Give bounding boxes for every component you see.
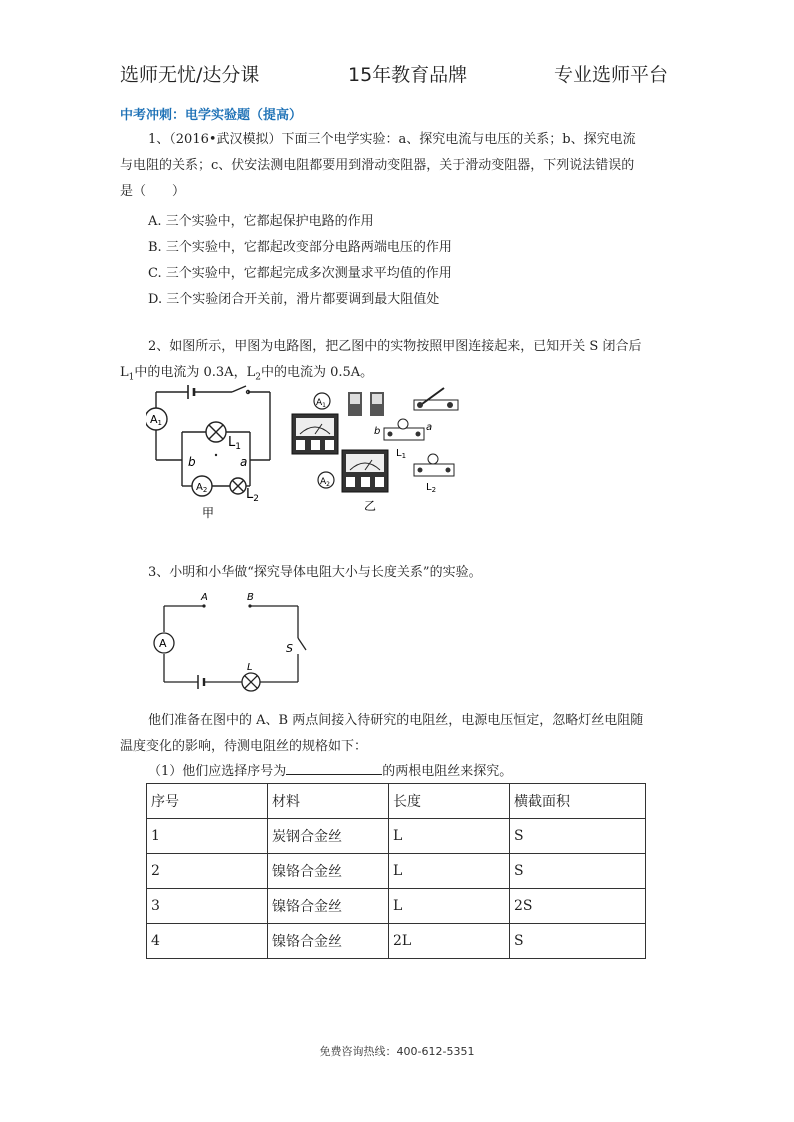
components-figure-yi <box>286 384 466 526</box>
table-row <box>147 854 646 889</box>
table-header-cell: 横截面积 <box>510 784 646 819</box>
figure-yi-label: 乙 <box>364 499 377 513</box>
table-row <box>147 924 646 959</box>
table-cell: 1 <box>147 819 268 854</box>
q2-line2: $L_1$中的电流为 0.3A，$L_2$中的电流为 0.5A。 <box>120 365 374 383</box>
table-row <box>147 889 646 924</box>
lamp-l1-icon <box>206 422 226 442</box>
table-cell: 4 <box>147 924 268 959</box>
table-cell: S <box>510 924 646 959</box>
battery-icon <box>348 392 384 416</box>
footer-hotline: 免费咨询热线：400-612-5351 <box>319 1045 475 1058</box>
q3-para-line1: 他们准备在图中的 A、B 两点间接入待研究的电阻丝，电源电压恒定，忽略灯丝电阻随 <box>148 713 644 728</box>
table-cell: 镍铬合金丝 <box>268 854 389 889</box>
svg-text:A2: $A_2$ <box>320 477 330 488</box>
lamp-l2-device-icon <box>414 454 454 476</box>
answer-blank[interactable] <box>286 761 382 775</box>
ammeter-a1-device-icon <box>292 393 338 454</box>
svg-text:L2: $L_2$ <box>246 487 259 504</box>
lamp-icon <box>242 673 260 691</box>
table-cell: 2L <box>389 924 510 959</box>
table-cell: 2S <box>510 889 646 924</box>
lamp-l1-device-icon <box>384 419 424 440</box>
ammeter-a2-device-icon <box>318 450 388 492</box>
header-left: 选师无忧/达分课 <box>120 64 260 86</box>
table-cell: L <box>389 854 510 889</box>
node-a-label: a <box>240 455 248 469</box>
q3-para-line2: 温度变化的影响，待测电阻丝的规格如下： <box>120 739 368 754</box>
table-header-cell: 长度 <box>389 784 510 819</box>
svg-text:A1: $A_1$ <box>316 398 326 409</box>
q1-option-a: A. 三个实验中，它都起保护电路的作用 <box>148 214 374 229</box>
point-b-label: B <box>247 592 254 603</box>
switch-device-icon <box>414 388 458 410</box>
table-cell: L <box>389 889 510 924</box>
ammeter-a1-icon <box>146 408 167 430</box>
q3-line1: 3、小明和小华做“探究导体电阻大小与长度关系”的实验。 <box>148 565 482 580</box>
svg-text:A2: $A_2$ <box>196 482 208 494</box>
lamp-l-label: L <box>247 662 253 673</box>
q1-option-b: B. 三个实验中，它都起改变部分电路两端电压的作用 <box>148 240 452 255</box>
svg-text:L1: $L_1$ <box>228 435 241 452</box>
svg-text:b: b <box>374 426 381 437</box>
q2-line1: 2、如图所示，甲图为电路图，把乙图中的实物按照甲图连接起来，已知开关 S 闭合后 <box>148 339 642 354</box>
table-cell: 镍铬合金丝 <box>268 924 389 959</box>
ammeter-icon <box>154 633 174 653</box>
table-cell: S <box>510 819 646 854</box>
circuit-diagram-jia <box>146 384 276 524</box>
circuit-diagram-q3 <box>146 590 316 700</box>
switch-s-label: S <box>286 642 293 655</box>
svg-text:a: a <box>426 422 433 433</box>
lamp-l2-icon <box>230 478 246 494</box>
table-cell: 2 <box>147 854 268 889</box>
q1-line3: 是（ ） <box>120 184 186 199</box>
svg-text:L2: $L_2$ <box>426 482 437 494</box>
table-cell: 3 <box>147 889 268 924</box>
table-cell: 镍铬合金丝 <box>268 889 389 924</box>
header-center: 15年教育品牌 <box>348 64 468 86</box>
q3-sub-question-1: （1）他们应选择序号为 的两根电阻丝来探究。 <box>148 759 512 785</box>
section-title: 中考冲刺：电学实验题（提高） <box>120 108 303 123</box>
table-header-cell: 材料 <box>268 784 389 819</box>
table-row <box>147 819 646 854</box>
table-header-row <box>147 784 646 819</box>
q1-line2: 与电阻的关系；c、伏安法测电阻都要用到滑动变阻器，关于滑动变阻器，下列说法错误的 <box>120 158 635 173</box>
q1-line1: 1、（2016•武汉模拟）下面三个电学实验：a、探究电流与电压的关系；b、探究电流 <box>148 132 636 147</box>
table-cell: L <box>389 819 510 854</box>
point-a-label: A <box>201 592 208 603</box>
header-right: 专业选师平台 <box>554 64 669 86</box>
table-cell: S <box>510 854 646 889</box>
q1-option-c: C. 三个实验中，它都起完成多次测量求平均值的作用 <box>148 266 452 281</box>
ammeter-a2-icon <box>192 476 212 496</box>
table-cell: 炭钢合金丝 <box>268 819 389 854</box>
node-b-label: b <box>188 455 196 469</box>
svg-text:A1: A1 <box>150 413 162 427</box>
q1-option-d: D. 三个实验闭合开关前，滑片都要调到最大阻值处 <box>148 292 440 307</box>
table-header-cell: 序号 <box>147 784 268 819</box>
svg-text:A: A <box>159 637 167 650</box>
svg-text:L1: $L_1$ <box>396 448 407 460</box>
figure-jia-label: 甲 <box>202 506 215 520</box>
resistance-wire-spec-table <box>146 783 646 959</box>
